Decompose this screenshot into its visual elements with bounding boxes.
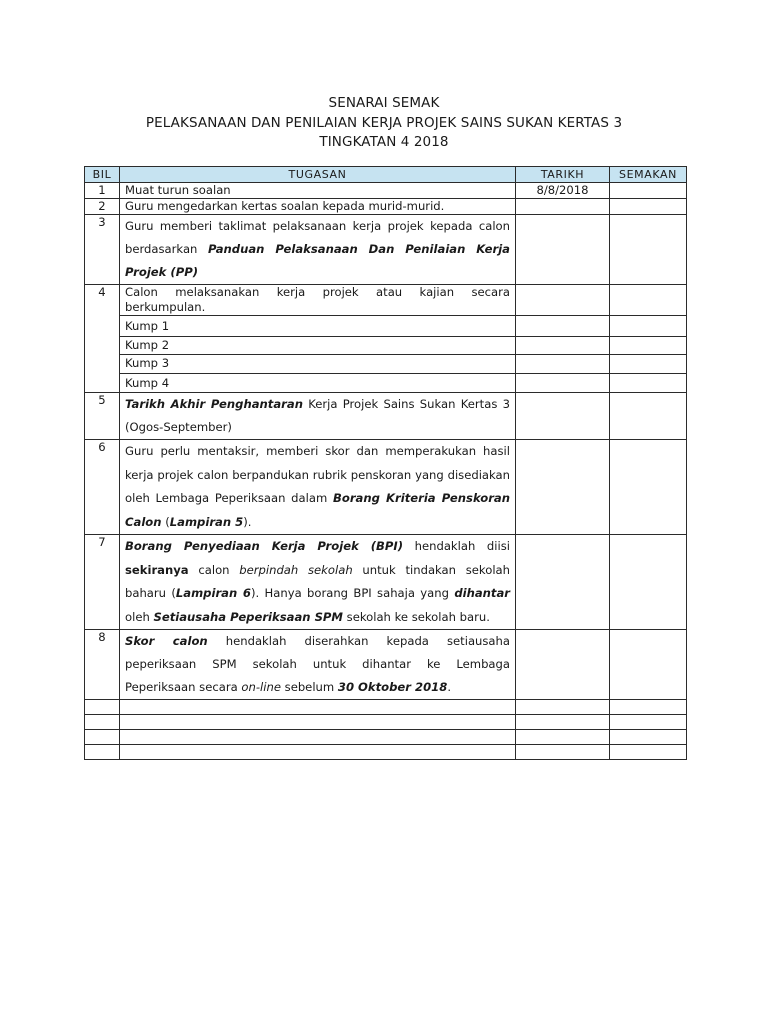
text-run: sekolah ke sekolah baru.: [342, 609, 490, 624]
text-run: Guru perlu mentaksir, memberi skor dan memperakukan hasil kerja projek calon berpandukan rubrik penskoran yang disediakan oleh Lembaga Peperiksaan dalam: [125, 444, 510, 505]
col-header-bil: BIL: [85, 167, 120, 183]
group-label: Kump 2: [120, 337, 516, 355]
checklist-table: [84, 166, 687, 760]
title-line-3: TINGKATAN 4 2018: [319, 134, 449, 150]
check-cell: [610, 355, 687, 374]
table-row: [85, 285, 687, 316]
task-text: [120, 215, 516, 285]
check-cell: [610, 285, 687, 316]
table-row-empty: [85, 700, 687, 715]
text-run: calon: [188, 562, 240, 577]
date-cell: [516, 215, 610, 285]
row-number: 1: [85, 183, 120, 199]
form-name: Borang Penyediaan Kerja Projek (BPI): [125, 539, 404, 553]
date-cell: [516, 393, 610, 440]
table-row: [85, 215, 687, 285]
date-cell: [516, 285, 610, 316]
document-reference: Panduan Pelaksanaan Dan Penilaian Kerja Projek (PP): [125, 242, 511, 279]
emphasis: dihantar: [454, 586, 510, 600]
task-date: 8/8/2018: [516, 183, 610, 199]
group-label: Kump 4: [120, 374, 516, 393]
date-cell: [516, 374, 610, 393]
title-line-1: SENARAI SEMAK: [328, 95, 440, 111]
table-row-empty: [85, 730, 687, 745]
date-cell: [516, 337, 610, 355]
task-text: [120, 630, 516, 700]
date-cell: [516, 535, 610, 630]
row-number: 3: [85, 215, 120, 285]
table-row-empty: [85, 745, 687, 760]
appendix-reference: Lampiran 5: [169, 514, 244, 529]
check-cell: [610, 316, 687, 337]
document-title: [0, 94, 768, 153]
emphasis: sekiranya: [125, 562, 189, 577]
text-run: hendaklah diserahkan kepada setiausaha peperiksaan SPM sekolah untuk dihantar ke Lembaga Peperiksaan secara: [125, 634, 510, 694]
task-text: [120, 440, 516, 535]
date-cell: [516, 630, 610, 700]
table-row: [85, 374, 687, 393]
text-run: ).: [243, 514, 252, 529]
row-number: 4: [85, 285, 120, 393]
date-cell: [516, 355, 610, 374]
text-run: Kerja Projek Sains Sukan Kertas 3 (Ogos-September): [125, 397, 510, 434]
date-cell: [516, 199, 610, 215]
appendix-reference: Lampiran 6: [175, 586, 251, 600]
task-text: Guru mengedarkan kertas soalan kepada murid-murid.: [120, 199, 516, 215]
text-run: Guru memberi taklimat pelaksanaan kerja projek kepada calon berdasarkan: [125, 219, 510, 256]
table-row: [85, 183, 687, 199]
row-number: 8: [85, 630, 120, 700]
text-run: untuk tindakan sekolah baharu (: [125, 562, 510, 600]
check-cell: [610, 183, 687, 199]
col-header-tugasan: TUGASAN: [120, 167, 516, 183]
row-number: 2: [85, 199, 120, 215]
table-row: [85, 630, 687, 700]
row-number: 7: [85, 535, 120, 630]
table-row: [85, 355, 687, 374]
check-cell: [610, 199, 687, 215]
text-run: sebelum: [280, 680, 338, 694]
text-run: ). Hanya borang BPI sahaja yang: [251, 586, 455, 600]
row-number: 5: [85, 393, 120, 440]
table-row: [85, 535, 687, 630]
title-line-2: PELAKSANAAN DAN PENILAIAN KERJA PROJEK SAINS SUKAN KERTAS 3: [145, 114, 623, 131]
table-row: [85, 337, 687, 355]
col-header-semakan: SEMAKAN: [610, 167, 687, 183]
table-header-row: [85, 167, 687, 183]
emphasis: berpindah sekolah: [239, 562, 353, 577]
check-cell: [610, 215, 687, 285]
deadline-label: Tarikh Akhir Penghantaran: [125, 397, 303, 411]
emphasis: Setiausaha Peperiksaan SPM: [153, 609, 343, 624]
date-cell: [516, 316, 610, 337]
task-text: Calon melaksanakan kerja projek atau kajian secara berkumpulan.: [120, 285, 516, 316]
deadline-date: 30 Oktober 2018: [337, 680, 448, 694]
emphasis: Skor calon: [125, 634, 208, 648]
text-run: hendaklah diisi: [403, 539, 510, 553]
table-row-empty: [85, 715, 687, 730]
check-cell: [610, 630, 687, 700]
task-text: [120, 393, 516, 440]
check-cell: [610, 535, 687, 630]
text-run: .: [447, 680, 451, 694]
emphasis: on-line: [241, 680, 281, 694]
table-row: [85, 440, 687, 535]
document-reference: Borang Kriteria Penskoran Calon: [125, 491, 511, 529]
check-cell: [610, 393, 687, 440]
check-cell: [610, 337, 687, 355]
group-label: Kump 1: [120, 316, 516, 337]
table-row: [85, 393, 687, 440]
group-label: Kump 3: [120, 355, 516, 374]
col-header-tarikh: TARIKH: [516, 167, 610, 183]
table-row: [85, 316, 687, 337]
text-run: oleh: [125, 609, 154, 624]
task-text: Muat turun soalan: [120, 183, 516, 199]
text-run: (: [161, 514, 170, 529]
row-number: 6: [85, 440, 120, 535]
check-cell: [610, 374, 687, 393]
table-row: [85, 199, 687, 215]
check-cell: [610, 440, 687, 535]
date-cell: [516, 440, 610, 535]
task-text: [120, 535, 516, 630]
